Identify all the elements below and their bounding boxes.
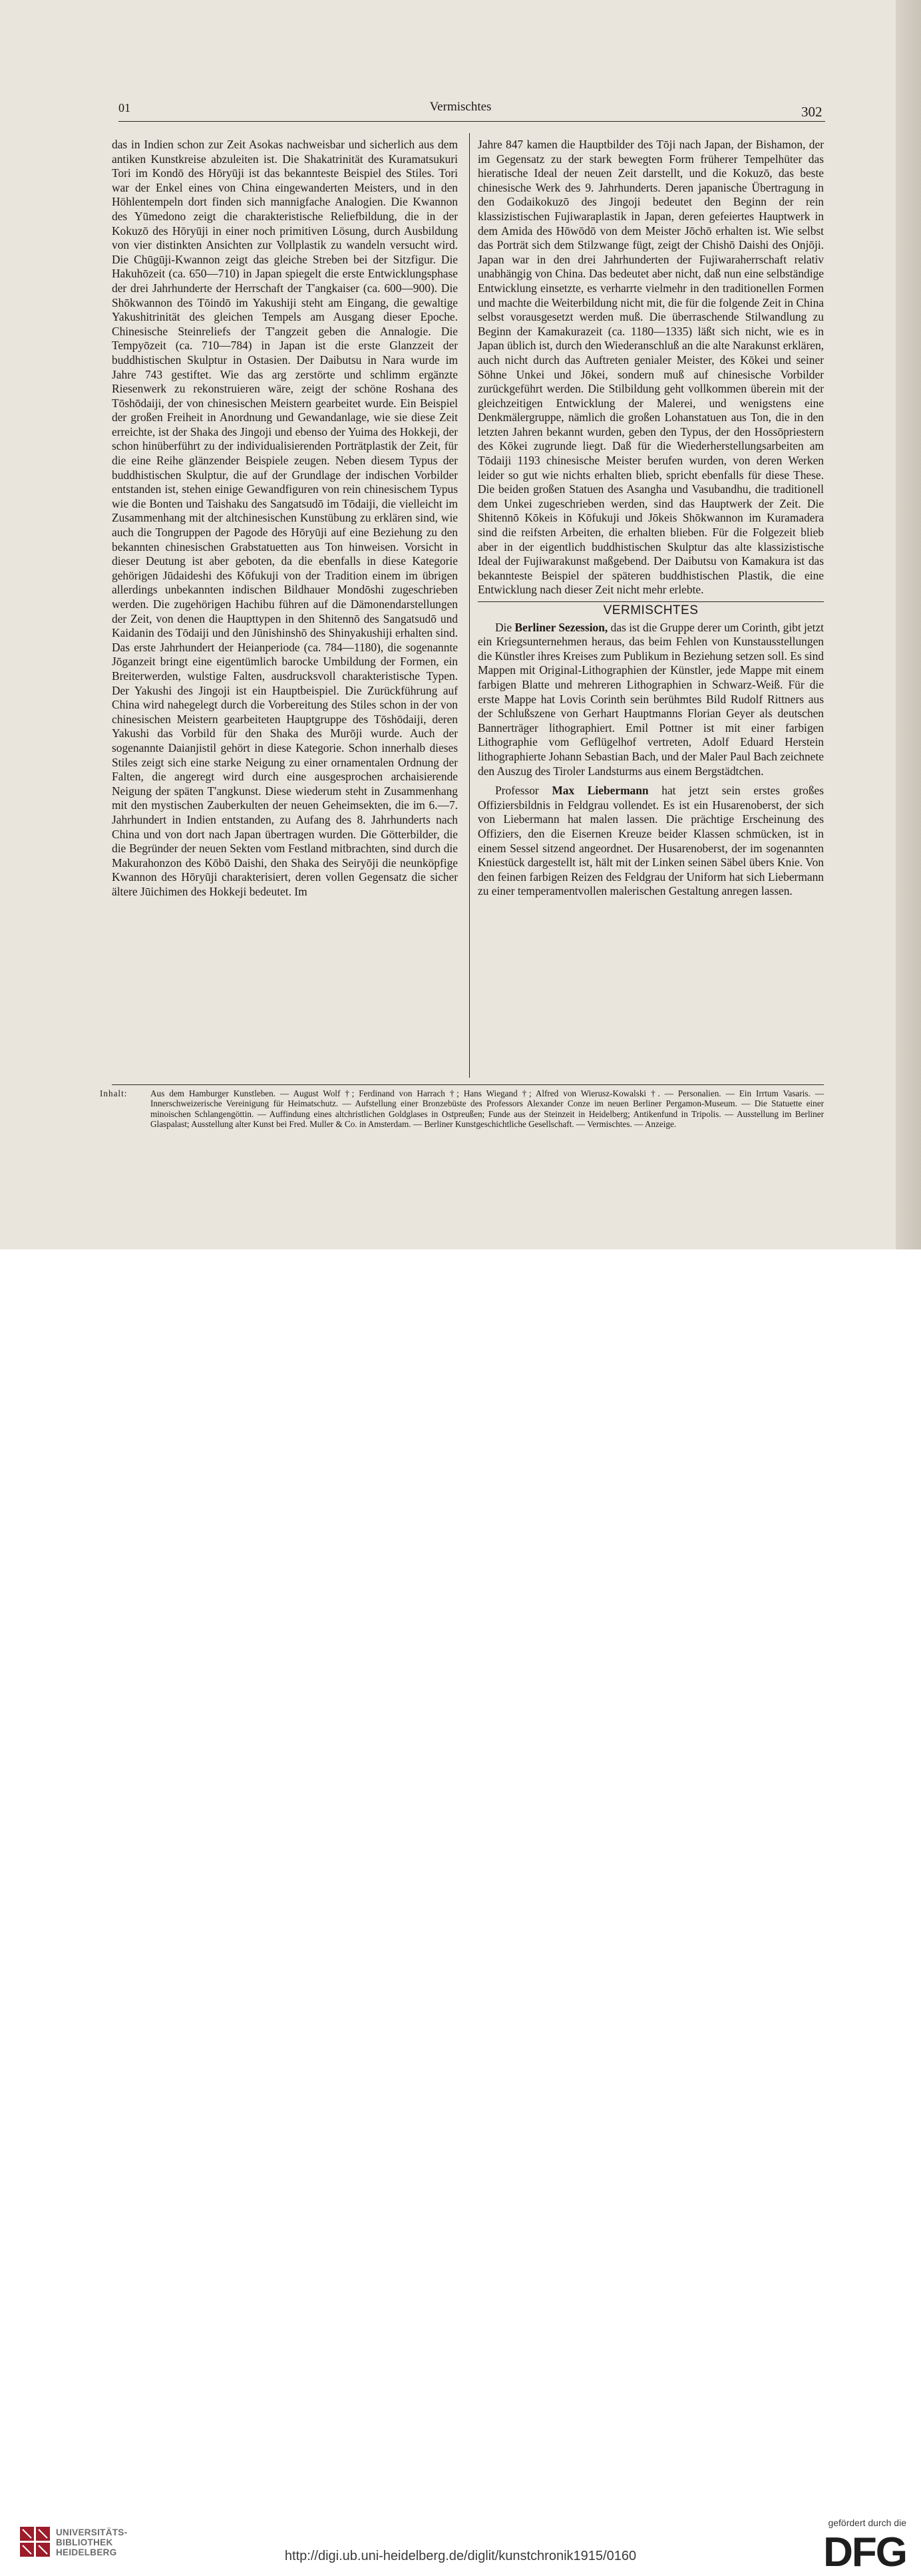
para-body: das ist die Gruppe derer um Corinth, gibt jetzt ein Kriegsunternehmen heraus, das beim Fehlen von Kunstausstellungen die Künstler ihres Kreises zum Publikum in Beziehung setzen soll. Es sind Mappen mit Original-Lithographien der Künstler, jede Mappe mit einem farbigen Blatte und mehreren Lithographien in Schwarz-Weiß. Für die erste Mappe hat Lovis Corinth sein berühmtes Bild Rudolf Rittners aus der Schlußszene von Gerhart Hauptmanns Florian Geyer als deutschen Bannerträger lithographiert. Emil Pottner ist mit einer farbigen Lithographie vom Geflügelhof vertreten, Adolf Eduard Herstein lithographierte Johann Sebastian Bach, und der Maler Paul Bach zeichnete den Auszug des Tiroler Landsturms aus einem Bergstädtchen. [478, 620, 824, 778]
scanned-page [0, 0, 921, 1249]
right-column-text: Jahre 847 kamen die Hauptbilder des Tōji nach Japan, der Bishamon, der im Gegensatz zu der stark bewegten Form früherer Tempelhüter das hieratische Ideal der neuen Zeit darstellt, und die Kokuzō, das beste chinesische Werk des 9. Jahrhunderts. Deren japanische Übertragung in den Godaikokuzō des Jingoji bedeutet den Beginn der rein klassizistischen Fujiwaraplastik in Japan, deren gefeiertes Hauptwerk in dem Amida des Hōwōdō von dem Meister Jōchō erhalten ist. Wie selbst das Porträt sich dem Stilzwange fügt, zeigt der Chishō Daishi des Onjōji. Japan war in den drei Jahrhunderten der Fujiwaraherrschaft relativ unabhängig von China. Das bedeutet aber nicht, daß nun eine selbständige Entwicklung einsetzte, es verharrte vielmehr in den traditionellen Formen und machte die Weiterbildung nicht mit, die für die folgende Zeit in China selbst vorausgesetzt werden muß. Die überraschende Stilwandlung zu Beginn der Kamakurazeit (ca. 1180—1335) läßt sich nicht, wie es in Japan üblich ist, durch den Wiederanschluß an die alte Narakunst erklären, auch nicht durch das Auftreten genialer Meister, des Kōkei und seiner Söhne Unkei und Jōkei, sondern muß auf chinesische Vorbilder zurückgeführt werden. Die Stilbildung geht vollkommen überein mit der gleichzeitigen Entwicklung der Malerei, und wenigstens eine Denkmälergruppe, nämlich die großen Lohanstatuen aus Ton, die in den letzten Jahren bekannt wurden, geben den Typus, der den Hossōpriestern des Kōkei zugrunde liegt. Daß für die Wiederherstellungsarbeiten am Tōdaiji 1193 chinesische Meister berufen wurden, von deren Werken leider so gut wie nichts erhalten blieb, spricht ebenfalls für diese These. Die beiden großen Statuen des Asangha und Vasubandhu, die traditionell dem Unkei zugeschrieben werden, sind das Hauptwerk der Zeit. Die Shitennō Kōkeis in Kōfukuji und Jōkeis Shōkwannon im Kuramadera sind die reifsten Arbeiten, die erhalten blieben. Für die Folgezeit blieb aber in der eigentlich buddhistischen Skulptur das alte klassizistische Ideal der Fujiwarakunst maßgebend. Der Daibutsu von Kamakura ist das bekannteste Beispiel der späteren buddhistischen Plastik, die eine Entwicklung nach dieser Zeit nicht mehr erlebte. [478, 138, 824, 597]
left-column-text: das in Indien schon zur Zeit Asokas nachweisbar und sicherlich aus dem antiken Kunstkreise abzuleiten ist. Die Shakatrinität des Kuramatsukuri Tori im Kondō des Hōryūji ist das bekannteste Beispiel des Stiles. Tori war der Enkel eines von China eingewanderten Meisters, und in den Höhlentempeln dort finden sich mannigfache Analogien. Die Kwannon des Yūmedono zeigt die charakteristische Reliefbildung, die in der Kokuzō des Hōryūji in einer noch primitiven Lösung, durch Ausbildung von vier distinkten Ansichten zur Vollplastik zu wandeln versucht wird. Die Chūgūji-Kwannon zeigt das gleiche Streben bei der Sitzfigur. Die Hakuhōzeit (ca. 650—710) in Japan spiegelt die erste Entwicklungsphase der drei Jahrhunderte der Herrschaft der T'angkaiser (ca. 600—900). Die Shōkwannon des Tōindō im Yakushiji steht am Eingang, die gewaltige Yakushitrinität des gleichen Tempels am Ausgang dieser Epoche. Chinesische Steinreliefs der T'angzeit geben die Annalogie. Die Tempyōzeit (ca. 710—784) in Japan ist die erste Glanzzeit der buddhistischen Skulptur in Ostasien. Der Daibutsu in Nara wurde im Jahre 743 gestiftet. Wie das arg zerstörte und schlimm ergänzte Riesenwerk zu rekonstruieren wäre, zeigt der schöne Roshana des Tōshōdaiji, der von chinesischen Meistern gearbeitet wurde. Ein Beispiel der großen Freiheit in Anordnung und Gewandanlage, wie sie diese Zeit erreichte, ist der Shaka des Jingoji und ebenso der Yuima des Hokkeji, der schon hinüberführt zu der individualisierenden Porträtplastik der Zeit, für die eine Reihe glänzender Beispiele zeugen. Neben diesem Typus der buddhistischen Skulptur, die auf der Grundlage der indischen Vorbilder entstanden ist, stehen einige Gewandfiguren von rein chinesischem Typus wie die Bonten und Taishaku des Sangatsudō im Tōdaiji, die vielleicht im Zusammenhang mit der altchinesischen Kunstübung zu erklären sind, wie auch die Tongruppen der Pagode des Hōryūji auf eine Beziehung zu den bekannten chinesischen Grabstatuetten aus Ton hinweisen. Vorsicht in dieser Deutung ist aber geboten, da die ebenfalls in diese Kategorie gehörigen Jūdaideshi des Kōfukuji von der Tradition einem im übrigen allerdings unbekannten indischen Bildhauer Mondōshi zugeschrieben werden. Die zugehörigen Hachibu führen auf die Dämonendarstellungen der Zeit, von denen die Haupttypen in den Shitennō des Sangatsudō und Kaidanin des Tōdaiji und den Jūnishinshō des Shinyakushiji erhalten sind. Das erste Jahrhundert der Heianperiode (ca. 784—1180), die sogenannte Jōganzeit bringt eine eigentümlich barocke Umbildung der Formen, ein Breiterwerden, wulstige Falten, ausdrucksvoll charakteristische Typen. Der Yakushi des Jingoji ist ein Hauptbeispiel. Die Zurückführung auf China wird nahegelegt durch die Vorbereitung des Stiles schon in der von chinesischen Meistern gearbeiteten Hauptgruppe des Tōshōdaiji, deren Yakushi das Vorbild für den Shaka des Murōji wurde. Auch der sogenannte Daianjistil gehört in diese Kategorie. Schon innerhalb dieses Stiles zeigt sich eine starke Neigung zu einer ornamentalen Ordnung der Falten, die angeregt wird durch eine ausgesprochen archaisierende Neigung der späten T'angkunst. Diese wiederum steht in Zusammenhang mit den mystischen Zauberkulten der neuen Geheimsekten, die im 6.—7. Jahrhundert in Indien entstanden, zu Aufang des 8. Jahrhunderts nach China und von dort nach Japan übertragen wurden. Die Götterbilder, die die Begründer der neuen Sekten vom Festland mitbrachten, sind durch die Makurahonzon des Kōbō Daishi, den Shaka des Seiryōji die neunköpfige Kwannon des Hōryūji charakterisiert, deren vollen Gegensatz die sicher ältere Jūichimen des Hokkeji bedeutet. Im [112, 138, 458, 898]
news-item-liebermann [478, 784, 824, 899]
source-url-link[interactable]: http://digi.ub.uni-heidelberg.de/diglit/kunstchronik1915/0160 [284, 2549, 637, 2563]
left-column [112, 138, 458, 899]
digitization-banner [0, 1249, 921, 2575]
contents-text: Aus dem Hamburger Kunstleben. — August Wolf †; Ferdinand von Harrach †; Hans Wiegand †; Alfred von Wierusz-Kowalski †. — Personalien. — Ein Irrtum Vasaris. — Innerschweizerische Vereinigung für Heimatschutz. — Aufstellung einer Bronzebüste des Professors Alexander Conze im neuen Berliner Pergamon-Museum. — Die Statuette einer minoischen Schlangengöttin. — Auffindung eines altchristlichen Goldglases in Ostpreußen; Funde aus der Steinzeit in Heidelberg; Antikenfund in Tripolis. — Ausstellung im Berliner Glaspalast; Ausstellung alter Kunst bei Fred. Muller & Co. in Amsterdam. — Berliner Kunstgeschichtliche Gesellschaft. — Vermischtes. — Anzeige. [150, 1088, 824, 1130]
para-lead: Professor [495, 784, 539, 798]
para-lead: Die [495, 620, 512, 634]
contents-rule [112, 1084, 824, 1085]
dfg-logo-icon: DFG [823, 2529, 906, 2575]
section-rule [478, 601, 824, 602]
library-name-line: BIBLIOTHEK [56, 2537, 113, 2547]
contents-label: Inhalt: [100, 1088, 128, 1098]
running-title: Vermischtes [429, 100, 492, 114]
header-rule [118, 121, 825, 122]
page-marker-left: 01 [118, 101, 130, 114]
news-item-sezession [478, 621, 824, 779]
page-number: 302 [801, 104, 823, 120]
para-body: hat jetzt sein erstes großes Offiziersbildnis in Feldgrau vollendet. Es ist ein Husarenoberst, der sich von Liebermann hat malen lassen. Die prächtige Erscheinung des Offiziers, den die Eisernen Kreuze beider Klassen schmücken, ist in einem Sessel sitzend angeordnet. Der Husarenoberst, der im sogenannten Kniestück dargestellt ist, hält mit der Linken seinen Säbel übers Knie. Von den feinen farbigen Reizen des Feldgrau der Uniform hat sich Liebermann zu einer temperamentvollen malerischen Gestaltung anregen lassen. [478, 784, 825, 898]
right-column [478, 138, 824, 899]
para-subject: Berliner Sezession, [514, 620, 608, 634]
library-name-line: UNIVERSITÄTS- [56, 2527, 128, 2537]
library-name-line: HEIDELBERG [56, 2547, 117, 2557]
section-heading: VERMISCHTES [603, 603, 699, 617]
sponsor-text: gefördert durch die [828, 2517, 906, 2528]
para-subject: Max Liebermann [552, 784, 649, 798]
page-edge [896, 0, 921, 1249]
column-divider [469, 133, 470, 1078]
